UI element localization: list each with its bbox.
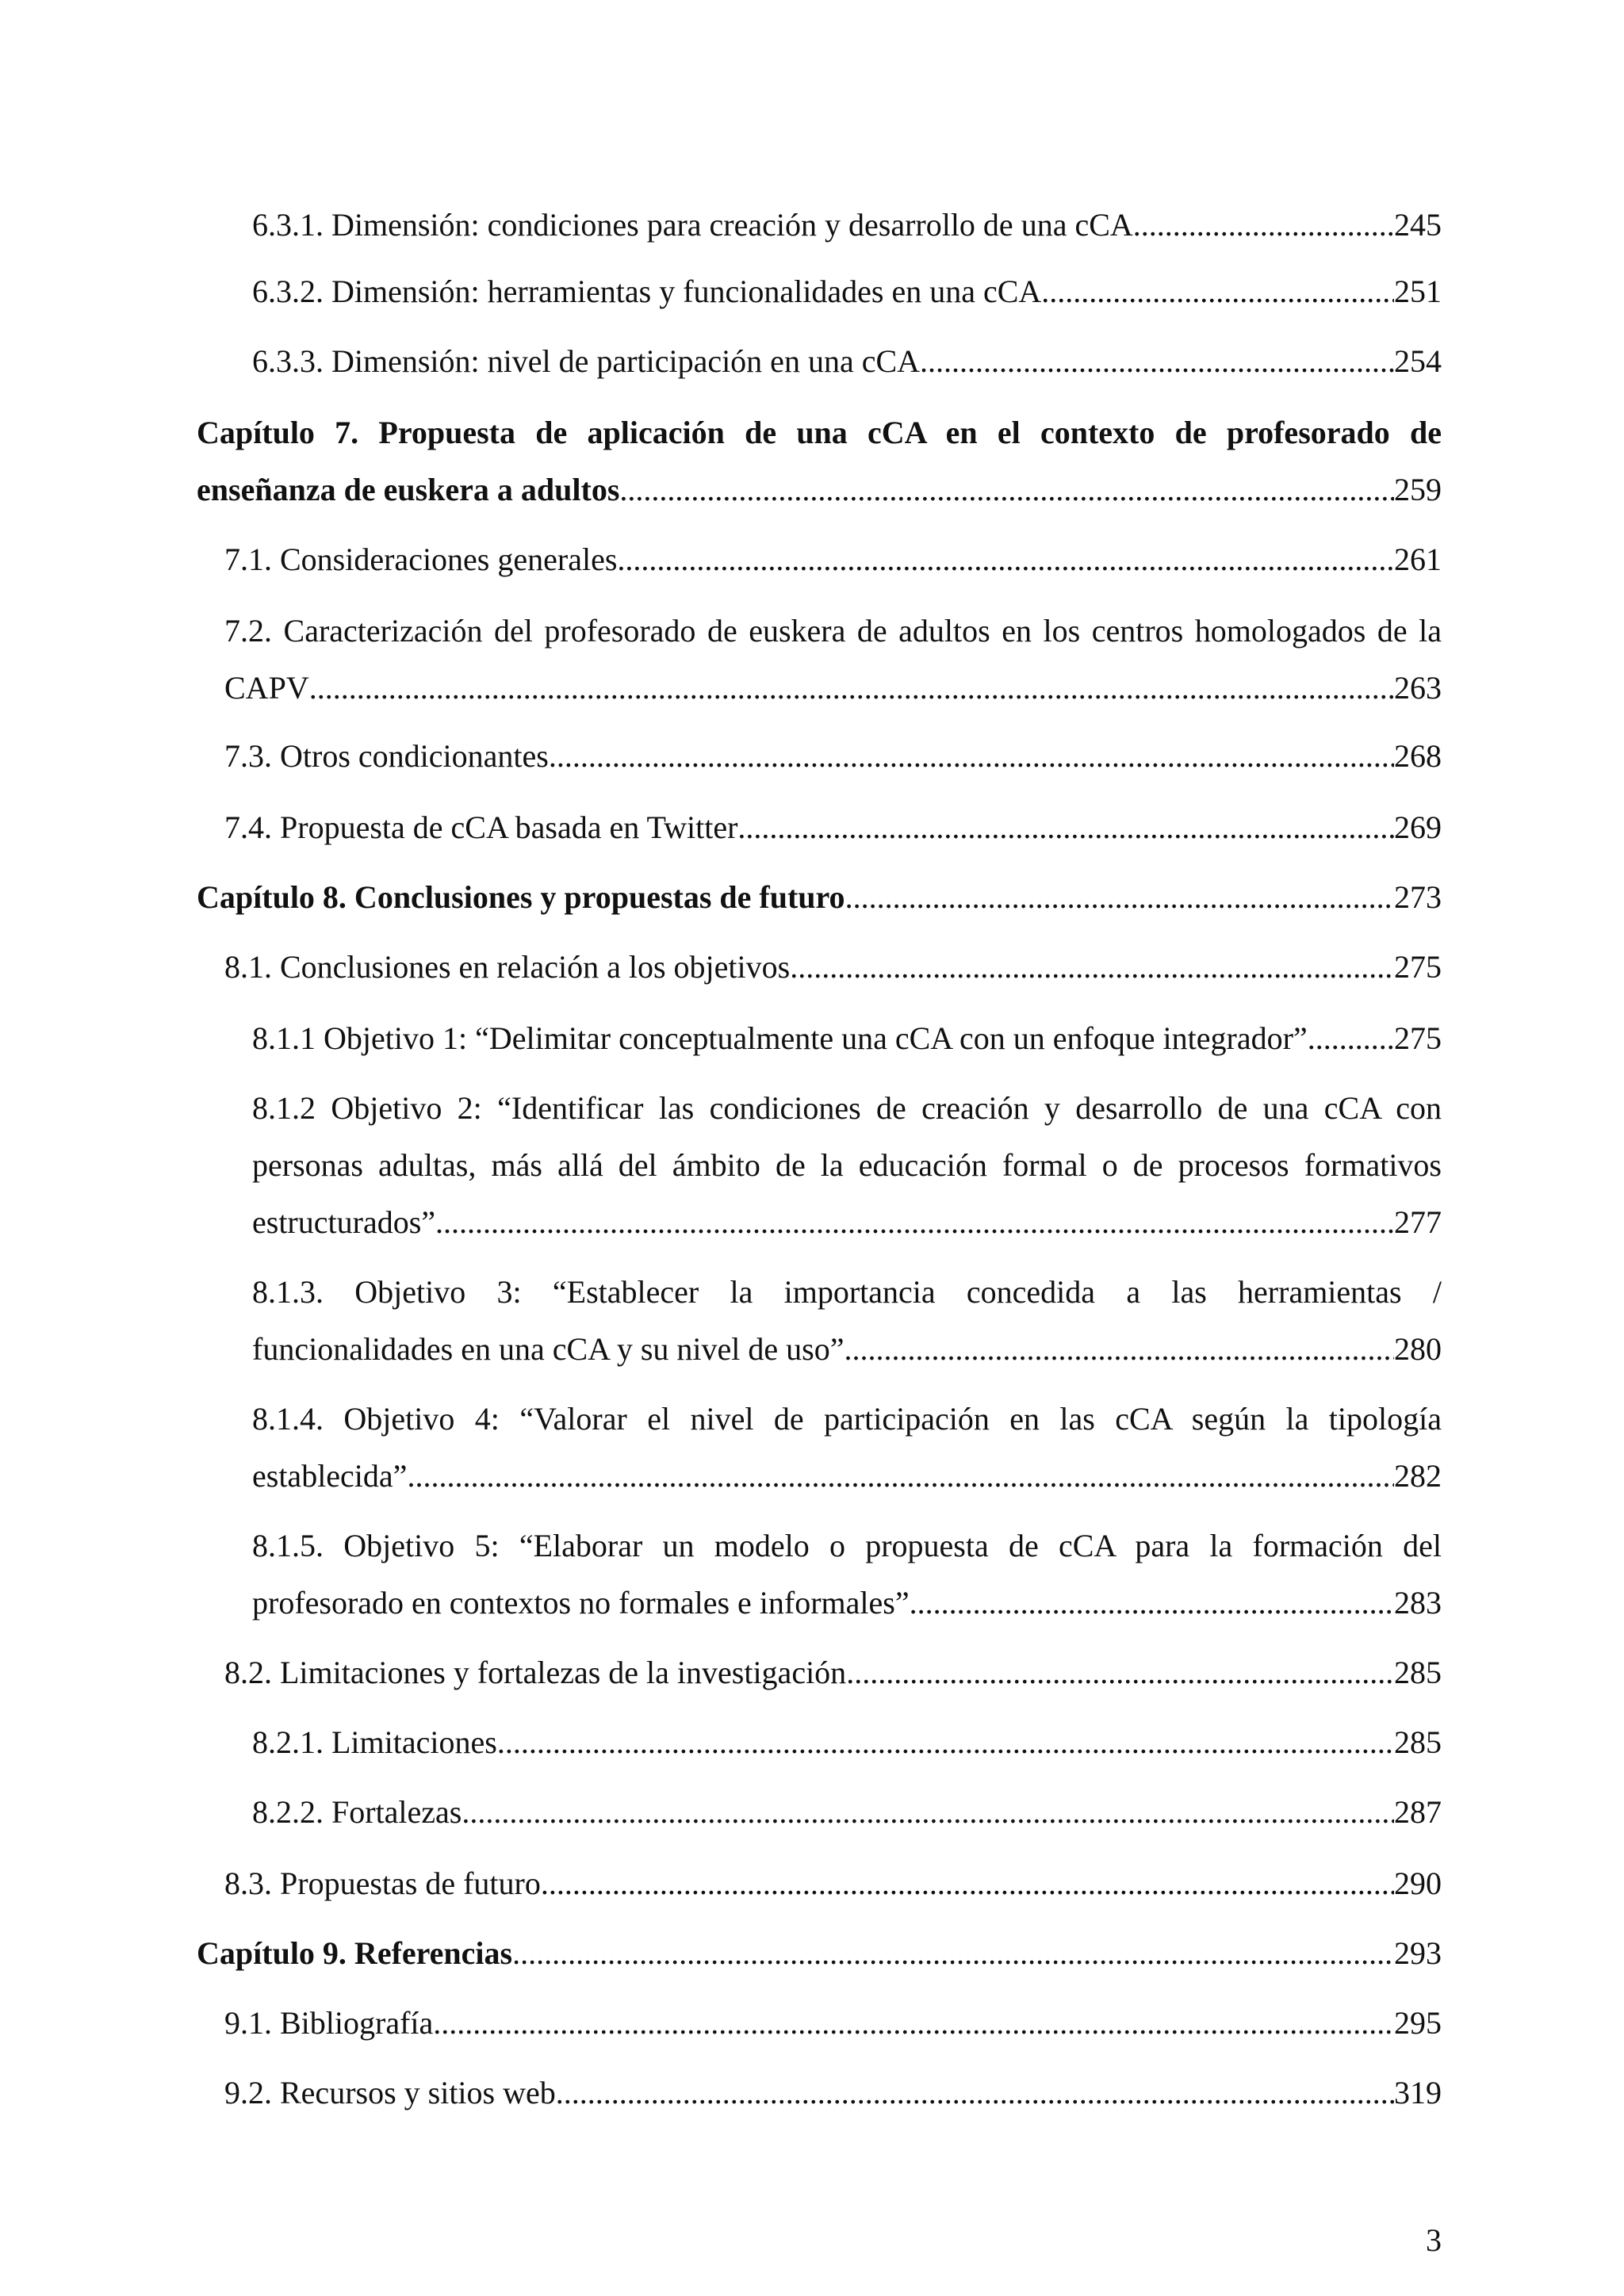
toc-page-number: 277 bbox=[1394, 1204, 1442, 1240]
toc-entry-title-line: 7.2. Caracterización del profesorado de euskera de adultos en los centros homologados de la bbox=[224, 613, 1442, 649]
toc-entry-title: 8.2.2. Fortalezas bbox=[252, 1794, 462, 1830]
toc-entry-title: 8.2. Limitaciones y fortalezas de la investigación bbox=[224, 1655, 847, 1690]
toc-entry-chapter-8[interactable] bbox=[197, 869, 1442, 926]
toc-page-number: 285 bbox=[1394, 1724, 1442, 1760]
toc-entry-title: 8.1. Conclusiones en relación a los objetivos bbox=[224, 949, 791, 985]
toc-page-number: 283 bbox=[1394, 1585, 1442, 1621]
dot-leader bbox=[309, 660, 1394, 717]
toc-page-number: 282 bbox=[1394, 1458, 1442, 1494]
toc-entry-7-3[interactable] bbox=[224, 728, 1442, 785]
toc-page-number: 245 bbox=[1394, 207, 1442, 243]
toc-entry-6-3-1[interactable] bbox=[252, 197, 1442, 254]
toc-entry-title: 7.4. Propuesta de cCA basada en Twitter bbox=[224, 809, 738, 845]
toc-entry-title-line: 8.1.3. Objetivo 3: “Establecer la importancia concedida a las herramientas / bbox=[252, 1274, 1442, 1310]
dot-leader bbox=[619, 461, 1394, 519]
toc-entry-title: CAPV bbox=[224, 670, 309, 706]
toc-entry-6-3-3[interactable] bbox=[252, 333, 1442, 390]
toc-entry-8-1-2[interactable] bbox=[252, 1080, 1442, 1251]
toc-entry-8-1-5[interactable] bbox=[252, 1517, 1442, 1632]
toc-entry-title: 9.2. Recursos y sitios web bbox=[224, 2075, 556, 2110]
dot-leader bbox=[433, 1995, 1394, 2052]
dot-leader bbox=[497, 1714, 1394, 1771]
toc-entry-8-1-1[interactable] bbox=[252, 1010, 1442, 1067]
toc-entry-title: enseñanza de euskera a adultos bbox=[197, 472, 620, 507]
toc-entry-title: establecida” bbox=[252, 1458, 408, 1494]
toc-entry-title: 8.2.1. Limitaciones bbox=[252, 1724, 497, 1760]
toc-page-number: 290 bbox=[1394, 1866, 1442, 1901]
toc-entry-9-2[interactable] bbox=[224, 2064, 1442, 2122]
toc-page-number: 293 bbox=[1394, 1935, 1442, 1971]
toc-page-number: 263 bbox=[1394, 670, 1442, 706]
toc-entry-title-line: personas adultas, más allá del ámbito de la educación formal o de procesos formativos bbox=[252, 1147, 1442, 1183]
toc-entry-8-1-3[interactable] bbox=[252, 1264, 1442, 1378]
dot-leader bbox=[462, 1784, 1394, 1841]
dot-leader bbox=[737, 799, 1394, 856]
toc-entry-title-line: 8.1.2 Objetivo 2: “Identificar las condiciones de creación y desarrollo de una cCA con bbox=[252, 1090, 1442, 1126]
dot-leader bbox=[556, 2064, 1394, 2122]
toc-entry-title: 9.1. Bibliografía bbox=[224, 2005, 434, 2041]
dot-leader bbox=[910, 1575, 1394, 1632]
toc-entry-8-3[interactable] bbox=[224, 1855, 1442, 1912]
dot-leader bbox=[617, 531, 1394, 588]
toc-entry-8-1[interactable] bbox=[224, 939, 1442, 996]
toc-page-number: 285 bbox=[1394, 1655, 1442, 1690]
toc-entry-6-3-2[interactable] bbox=[252, 263, 1442, 320]
toc-entry-title: 7.3. Otros condicionantes bbox=[224, 738, 549, 774]
toc-entry-chapter-7[interactable] bbox=[197, 404, 1442, 519]
toc-page-number: 319 bbox=[1394, 2075, 1442, 2110]
toc-page-number: 254 bbox=[1394, 343, 1442, 379]
toc-entry-title-line: Capítulo 7. Propuesta de aplicación de una cCA en el contexto de profesorado de bbox=[197, 415, 1442, 450]
toc-entry-chapter-9[interactable] bbox=[197, 1925, 1442, 1982]
dot-leader bbox=[1308, 1010, 1394, 1067]
dot-leader bbox=[407, 1448, 1394, 1505]
toc-entry-title-line: 8.1.4. Objetivo 4: “Valorar el nivel de participación en las cCA según la tipología bbox=[252, 1401, 1442, 1437]
toc-page-number: 275 bbox=[1394, 949, 1442, 985]
toc-page-number: 261 bbox=[1394, 541, 1442, 577]
toc-entry-title: 8.1.1 Objetivo 1: “Delimitar conceptualmente una cCA con un enfoque integrador” bbox=[252, 1020, 1308, 1056]
toc-entry-title-line: 8.1.5. Objetivo 5: “Elaborar un modelo o propuesta de cCA para la formación del bbox=[252, 1528, 1442, 1563]
toc-page-number: 269 bbox=[1394, 809, 1442, 845]
dot-leader bbox=[790, 939, 1394, 996]
dot-leader bbox=[845, 869, 1394, 926]
toc-entry-8-2-2[interactable] bbox=[252, 1784, 1442, 1841]
dot-leader bbox=[920, 333, 1394, 390]
toc-entry-title: 6.3.3. Dimensión: nivel de participación en una cCA bbox=[252, 343, 921, 379]
toc-page-number: 280 bbox=[1394, 1331, 1442, 1367]
toc-entry-title: Capítulo 8. Conclusiones y propuestas de futuro bbox=[197, 879, 845, 915]
toc-entry-title: profesorado en contextos no formales e informales” bbox=[252, 1585, 910, 1621]
toc-entry-title: Capítulo 9. Referencias bbox=[197, 1935, 513, 1971]
toc-entry-8-2-1[interactable] bbox=[252, 1714, 1442, 1771]
toc-entry-7-2[interactable] bbox=[224, 603, 1442, 717]
dot-leader bbox=[512, 1925, 1394, 1982]
page-number: 3 bbox=[1426, 2222, 1442, 2258]
toc-page-number: 295 bbox=[1394, 2005, 1442, 2041]
dot-leader bbox=[541, 1855, 1394, 1912]
toc-entry-title: 6.3.1. Dimensión: condiciones para creación y desarrollo de una cCA bbox=[252, 207, 1133, 243]
toc-entry-7-4[interactable] bbox=[224, 799, 1442, 856]
toc-entry-8-2[interactable] bbox=[224, 1644, 1442, 1701]
dot-leader bbox=[435, 1194, 1394, 1251]
dot-leader bbox=[846, 1644, 1394, 1701]
toc-entry-8-1-4[interactable] bbox=[252, 1391, 1442, 1505]
toc-entry-7-1[interactable] bbox=[224, 531, 1442, 588]
toc-page-number: 251 bbox=[1394, 274, 1442, 309]
toc-entry-title: 6.3.2. Dimensión: herramientas y funcionalidades en una cCA bbox=[252, 274, 1042, 309]
toc-entry-title: estructurados” bbox=[252, 1204, 436, 1240]
toc-entry-title: funcionalidades en una cCA y su nivel de uso” bbox=[252, 1331, 845, 1367]
toc-page-number: 259 bbox=[1394, 472, 1442, 507]
dot-leader bbox=[1041, 263, 1394, 320]
toc-entry-9-1[interactable] bbox=[224, 1995, 1442, 2052]
toc-entry-title: 7.1. Consideraciones generales bbox=[224, 541, 618, 577]
toc-page-number: 273 bbox=[1394, 879, 1442, 915]
dot-leader bbox=[549, 728, 1394, 785]
toc-page-number: 275 bbox=[1394, 1020, 1442, 1056]
dot-leader bbox=[1133, 197, 1394, 254]
toc-page-number: 287 bbox=[1394, 1794, 1442, 1830]
toc-entry-title: 8.3. Propuestas de futuro bbox=[224, 1866, 541, 1901]
toc-page-number: 268 bbox=[1394, 738, 1442, 774]
dot-leader bbox=[844, 1321, 1394, 1378]
